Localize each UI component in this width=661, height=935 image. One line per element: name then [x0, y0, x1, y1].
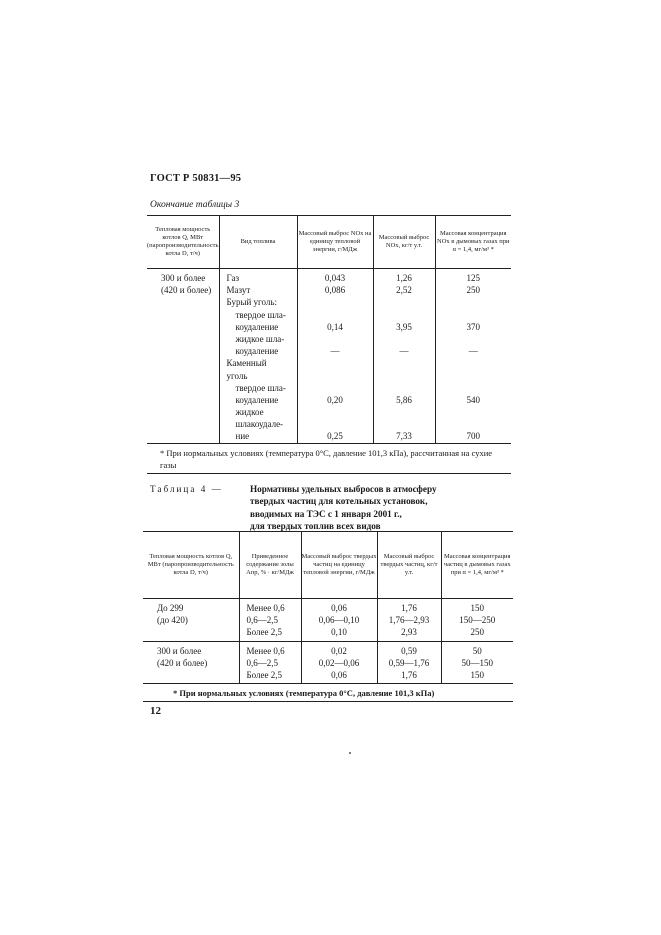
t3-footnote: * При нормальных условиях (температура 0°С, давление 101,3 кПа), рассчитанная на сухие газы — [160, 447, 493, 470]
t3-fuel-line: жидкое — [235, 407, 264, 418]
t4-g-line: 0,06 — [331, 669, 347, 680]
t4-mg-line: 250 — [470, 627, 484, 638]
t3-power-line: 300 и более — [161, 273, 206, 283]
t3-fuel-line: уголь — [226, 370, 248, 381]
table-3-footnote-row — [147, 443, 511, 473]
t4-col-kg-per-t: Массовый выброс твердых частиц, кг/т у.т. — [377, 532, 441, 599]
t3-kg-line: 7,33 — [396, 431, 412, 442]
t3-fuel-line: твердое шла- — [235, 309, 286, 320]
t3-fuel-line: Мазут — [226, 285, 251, 296]
t3-mg-line — [436, 357, 512, 369]
table-3 — [147, 215, 511, 474]
t3-mg-line: 700 — [466, 431, 480, 442]
t4-col-concentration: Массовая концентрация частиц в дымовых газах при α = 1,4, мг/м³ * — [443, 552, 511, 577]
table-4-title — [150, 483, 437, 531]
t3-mg-line — [436, 406, 512, 418]
t3-mg-line — [436, 296, 512, 308]
t3-mg-line: 125 — [466, 273, 480, 283]
t4-g-cell — [301, 641, 377, 684]
t4-g-line: 0,06 — [331, 603, 347, 613]
table-4-title-line: твердых частиц для котельных установок, — [250, 496, 428, 507]
t4-ash-line: 0,6—2,5 — [246, 657, 278, 668]
t4-mg-line: 150—250 — [459, 615, 496, 626]
table-4-title-line: вводимых на ТЭС с 1 января 2001 г., — [250, 508, 402, 519]
t3-kg-line — [374, 382, 435, 394]
t4-kg-cell — [377, 599, 441, 642]
t3-g-line — [298, 382, 373, 394]
t3-col-g-per-mj: Массовый выброс NOx на единицу тепловой энергии, г/МДж — [297, 216, 373, 269]
t4-power-line: 300 и более — [157, 645, 202, 656]
t4-ash-line: Менее 0,6 — [246, 645, 285, 656]
t4-g-line: 0,06—0,10 — [318, 615, 360, 626]
t3-kg-line — [374, 296, 435, 308]
t4-mg-line: 50—150 — [461, 657, 493, 668]
t3-g-line: 0,043 — [324, 273, 346, 283]
page-number: 12 — [150, 705, 161, 717]
t3-g-line: 0,14 — [327, 321, 343, 332]
t3-fuel-line: коудаление — [235, 346, 279, 357]
t4-kg-line: 0,59—1,76 — [388, 657, 430, 668]
table-4-group-row — [143, 599, 513, 642]
t3-g-line — [298, 357, 373, 369]
t4-footnote: * При нормальных условиях (температура 0°С, давление 101,3 кПа) — [173, 688, 435, 699]
t3-kg-line: — — [399, 346, 409, 357]
t3-kg-line — [374, 406, 435, 418]
t4-g-cell — [301, 599, 377, 642]
t3-mg-line — [436, 382, 512, 394]
t4-power-line: (до 420) — [157, 615, 188, 626]
t4-ash-line: Более 2,5 — [246, 669, 283, 680]
t3-mg-line: — — [468, 346, 478, 357]
t4-g-line: 0,10 — [331, 627, 347, 638]
t3-col-fuel: Вид топлива — [219, 216, 297, 269]
t3-kg-line: 3,95 — [396, 321, 412, 332]
t4-col-g-per-mj: Массовый выброс твердых частиц на единицу тепловой энергии, г/МДж — [301, 532, 377, 599]
t3-power-cell — [147, 269, 219, 444]
t4-power-line: До 299 — [157, 603, 184, 613]
t4-power-cell — [143, 599, 239, 642]
t4-kg-line: 0,59 — [401, 645, 417, 656]
t4-ash-line: 0,6—2,5 — [246, 615, 278, 626]
table-4-header-row — [143, 532, 513, 599]
t3-fuel-line: Газ — [226, 273, 240, 283]
t3-fuel-line: жидкое шла- — [235, 333, 285, 344]
t3-mg-line — [436, 333, 512, 345]
t4-mg-line: 50 — [472, 645, 482, 656]
t4-mg-cell — [441, 599, 513, 642]
t4-power-line: (420 и более) — [157, 657, 208, 668]
t4-kg-line: 1,76—2,93 — [388, 615, 430, 626]
t3-kg-line — [374, 333, 435, 345]
t4-ash-line: Более 2,5 — [246, 627, 283, 638]
t4-kg-line: 2,93 — [401, 627, 417, 638]
t3-col-kg-per-t: Массовый выброс NOx, кг/т у.т. — [373, 216, 435, 269]
t3-mg-line: 370 — [466, 321, 480, 332]
t3-mg-cell — [435, 269, 511, 444]
t4-ash-line: Менее 0,6 — [246, 603, 285, 613]
t3-g-line — [298, 309, 373, 321]
t4-mg-line: 150 — [470, 603, 484, 613]
table-3-body-row — [147, 269, 511, 444]
t3-fuel-line: Бурый уголь: — [226, 297, 278, 308]
t4-kg-cell — [377, 641, 441, 684]
t3-g-line — [298, 333, 373, 345]
table-3-header-row — [147, 216, 511, 269]
table-4-title-line: Нормативы удельных выбросов в атмосферу — [250, 484, 437, 494]
t3-fuel-line: коудаление — [235, 394, 279, 405]
t3-g-line: 0,25 — [327, 431, 343, 442]
table-4-group-row — [143, 641, 513, 684]
t4-g-line: 0,02 — [331, 645, 347, 656]
t4-g-line: 0,02—0,06 — [318, 657, 360, 668]
t3-kg-line — [374, 357, 435, 369]
t3-g-line — [298, 418, 373, 430]
t3-g-line — [298, 296, 373, 308]
scan-speck — [349, 752, 351, 754]
t4-kg-line: 1,76 — [401, 669, 417, 680]
t3-fuel-cell — [219, 269, 297, 444]
t3-mg-line: 540 — [466, 394, 480, 405]
t3-kg-line — [374, 370, 435, 382]
t3-g-line: 0,086 — [324, 285, 346, 296]
t3-g-line — [298, 406, 373, 418]
t4-col-ash: Приведенное содержание золы Aпр, % · кг/МДж — [239, 532, 301, 599]
t3-fuel-line: твердое шла- — [235, 382, 286, 393]
document-header: ГОСТ Р 50831—95 — [150, 173, 242, 184]
t3-col-concentration: Массовая концентрация NOx в дымовых газах при α = 1,4, мг/м³ * — [437, 229, 510, 254]
t3-power-line: (420 и более) — [161, 285, 212, 296]
t3-kg-line — [374, 418, 435, 430]
table-4-footnote-row — [143, 684, 513, 702]
t3-kg-cell — [373, 269, 435, 444]
t3-kg-line: 5,86 — [396, 394, 412, 405]
t3-mg-line: 250 — [466, 285, 480, 296]
table-4-title-text — [250, 483, 550, 532]
table-4-title-line: для твердых топлив всех видов — [250, 520, 381, 531]
t4-kg-line: 1,76 — [401, 603, 417, 613]
t3-mg-line — [436, 370, 512, 382]
t3-g-line: — — [330, 346, 340, 357]
table-4 — [143, 531, 513, 702]
t3-g-cell — [297, 269, 373, 444]
table-4-label: Таблица 4 — — [150, 484, 223, 494]
t4-ash-cell — [239, 641, 301, 684]
t3-fuel-line: Каменный — [226, 358, 267, 369]
t4-ash-cell — [239, 599, 301, 642]
t3-fuel-line: ние — [235, 431, 250, 442]
t3-g-line: 0,20 — [327, 394, 343, 405]
table-continuation-caption: Окончание таблицы 3 — [150, 200, 240, 210]
t3-kg-line: 1,26 — [396, 273, 412, 283]
t3-col-power: Тепловая мощность котлов Q, МВт (паропроизводительность котла D, т/ч) — [147, 216, 219, 269]
t3-kg-line: 2,52 — [396, 285, 412, 296]
t3-fuel-line: коудаление — [235, 321, 279, 332]
t4-mg-cell — [441, 641, 513, 684]
t3-mg-line — [436, 309, 512, 321]
t3-mg-line — [436, 418, 512, 430]
t3-fuel-line: шлакоудале- — [235, 419, 284, 430]
t3-kg-line — [374, 309, 435, 321]
t4-mg-line: 150 — [470, 669, 484, 680]
t4-col-power: Тепловая мощность котлов Q, МВт (паропроизводительность котла D, т/ч) — [143, 532, 239, 599]
t3-g-line — [298, 370, 373, 382]
t4-power-cell — [143, 641, 239, 684]
